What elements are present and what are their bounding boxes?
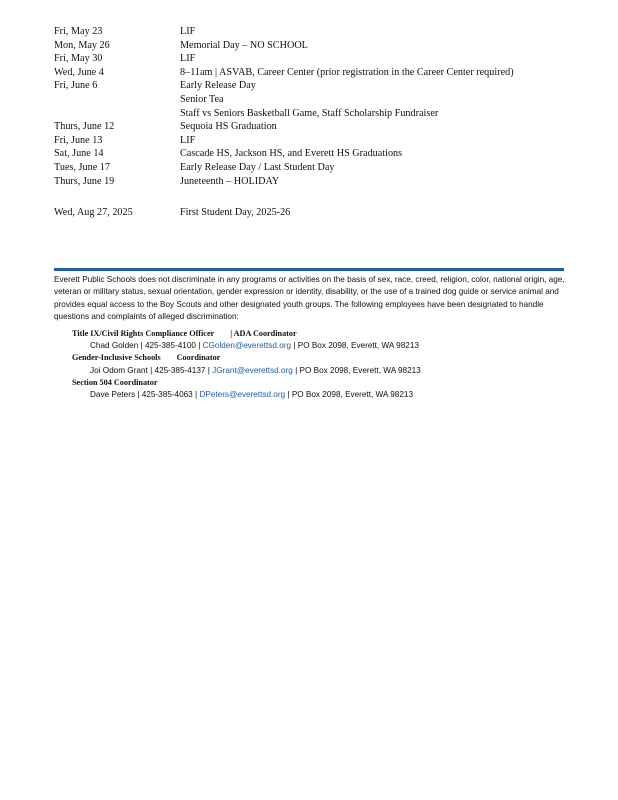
schedule-row [54,161,514,175]
schedule-date: Fri, June 13 [54,134,103,146]
contact-heading [72,377,421,389]
contact-email-link[interactable]: JGrant@everettsd.org [212,365,293,375]
schedule-date-blank [54,93,180,107]
schedule-event: First Student Day, 2025-26 [180,207,291,219]
contact-address: PO Box 2098, Everett, WA 98213 [291,389,414,399]
section-divider [54,268,564,271]
schedule-event: LIF [180,53,196,65]
contact-details: Dave Peters | 425-385-4063 | DPeters@everettsd.org | PO Box 2098, Everett, WA 98213 [90,389,414,399]
schedule-date: Fri, May 30 [54,53,103,65]
schedule-row [54,147,514,161]
contact-email-link[interactable]: CGolden@everettsd.org [202,341,292,351]
schedule-event: 8–11am | ASVAB, Career Center (prior registration in the Career Center required) [180,66,514,78]
contact-name: Chad Golden [90,341,139,351]
schedule-row-first-day [54,206,514,220]
contact-heading [72,328,421,340]
schedule-date: Wed, June 4 [54,66,104,78]
spacer [54,188,514,206]
contact-details: Chad Golden | 425-385-4100 | CGolden@everettsd.org | PO Box 2098, Everett, WA 98213 [90,341,419,351]
schedule-event: Cascade HS, Jackson HS, and Everett HS Graduations [180,148,403,160]
schedule-date: Thurs, June 19 [54,175,115,187]
schedule-event: Memorial Day – NO SCHOOL [180,39,308,51]
schedule-row [54,107,514,121]
schedule-event: Sequoia HS Graduation [180,121,277,133]
schedule-event: Juneteenth – HOLIDAY [180,175,280,187]
contact-name: Joi Odom Grant [90,365,148,375]
contact-list [72,328,421,401]
contact-email-link[interactable]: DPeters@everettsd.org [199,389,286,399]
schedule-date: Thurs, June 12 [54,121,115,133]
contact-phone: 425-385-4063 [141,389,193,399]
schedule-event: Senior Tea [180,93,224,105]
contact-address: PO Box 2098, Everett, WA 98213 [299,365,421,375]
contact-heading [72,352,421,364]
schedule-row [54,25,514,39]
contact-title: Gender-Inclusive Schools [72,353,161,363]
contact-phone: 425-385-4100 [144,341,196,351]
contact-address: PO Box 2098, Everett, WA 98213 [297,341,419,351]
schedule-row [54,93,514,107]
contact-name: Dave Peters [90,389,136,399]
schedule-event: LIF [180,134,196,146]
schedule-event: LIF [180,26,196,37]
schedule-row [54,134,514,148]
schedule-list [54,25,514,220]
schedule-date: Sat, June 14 [54,148,104,160]
schedule-date: Mon, May 26 [54,39,110,51]
contact-details: Joi Odom Grant | 425-385-4137 | JGrant@everettsd.org | PO Box 2098, Everett, WA 98213 [90,365,421,375]
contact-title: Title IX/Civil Rights Compliance Officer [72,329,215,338]
contact-phone: 425-385-4137 [154,365,206,375]
schedule-date: Tues, June 17 [54,161,110,173]
schedule-date: Fri, May 23 [54,26,103,37]
contact-title-secondary: | ADA Coordinator [230,329,297,338]
schedule-row [54,66,514,80]
schedule-event: Early Release Day / Last Student Day [180,161,335,173]
contact-title-secondary: Coordinator [176,353,221,363]
schedule-date: Fri, June 6 [54,80,98,92]
schedule-row [54,39,514,53]
contact-title: Section 504 Coordinator [72,377,158,387]
schedule-date-blank [54,107,180,121]
schedule-date: Wed, Aug 27, 2025 [54,207,133,219]
schedule-event: Staff vs Seniors Basketball Game, Staff Scholarship Fundraiser [180,107,439,119]
schedule-row [54,120,514,134]
schedule-event: Early Release Day [180,80,256,92]
schedule-row [54,175,514,189]
schedule-row [54,52,514,66]
schedule-row [54,79,514,93]
nondiscrimination-notice: Everett Public Schools does not discriminate in any programs or activities on the basis of sex, race, creed, religion, color, national origin, age, veteran or military status, sexual orientation, gender expression or identity, disability, or the use of a trained dog guide or service animal and provides equal access to the Boy Scouts and other designated youth groups. The following employees have been designated to handle questions and complaints of alleged discrimination: [54,275,565,321]
